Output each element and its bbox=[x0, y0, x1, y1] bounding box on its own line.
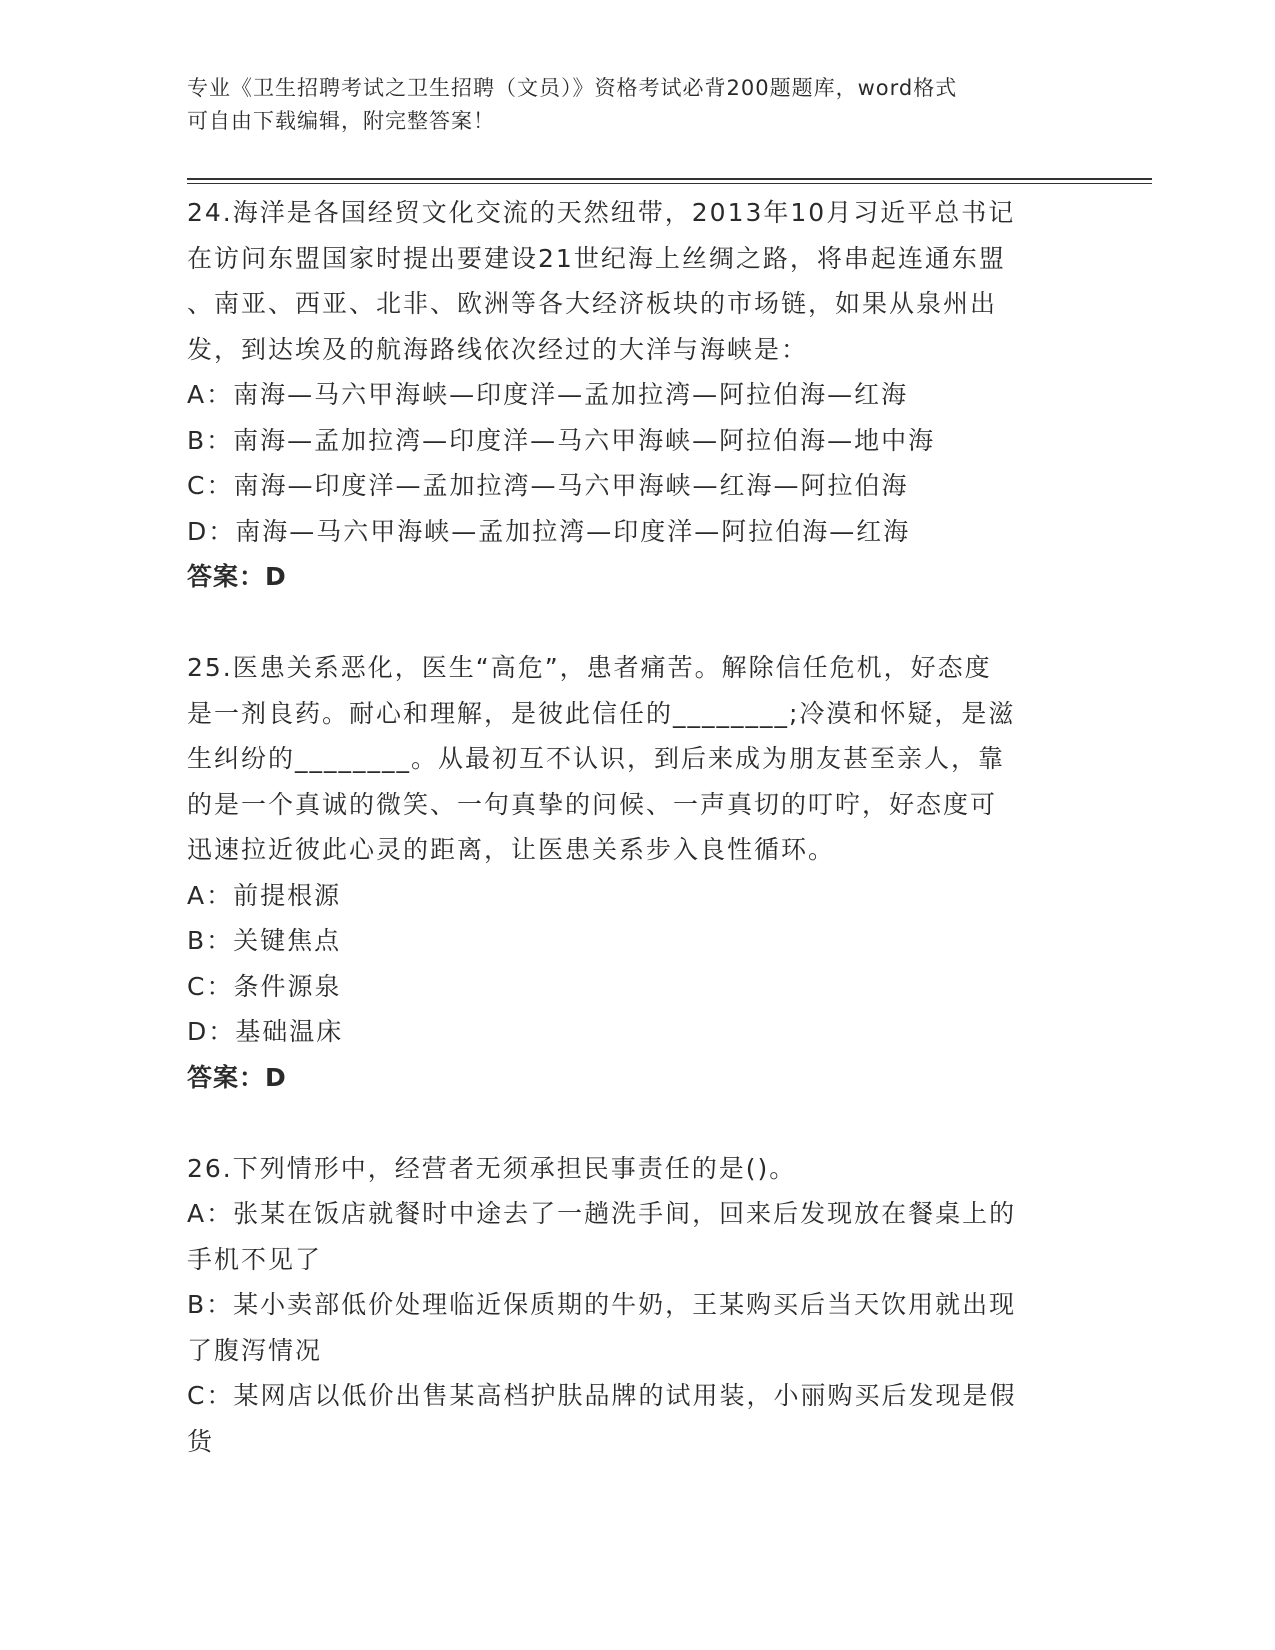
option-c: C：条件源泉 bbox=[187, 971, 342, 1001]
spacer bbox=[187, 1100, 1077, 1146]
option-b: B：某小卖部低价处理临近保质期的牛奶，王某购买后当天饮用就出现 bbox=[187, 1290, 1017, 1319]
option-c: C：南海—印度洋—孟加拉湾—马六甲海峡—红海—阿拉伯海 bbox=[187, 471, 909, 500]
question-stem-line: 24.海洋是各国经贸文化交流的天然纽带，2013年10月习近平总书记 bbox=[187, 198, 1016, 227]
question-stem-line: 25.医患关系恶化，医生“高危”，患者痛苦。解除信任危机，好态度 bbox=[187, 653, 992, 682]
question-stem-line: 迅速拉近彼此心灵的距离，让医患关系步入良性循环。 bbox=[187, 835, 836, 864]
option-c: C：某网店以低价出售某高档护肤品牌的试用装，小丽购买后发现是假 bbox=[187, 1381, 1017, 1410]
option-b-continued: 了腹泻情况 bbox=[187, 1335, 323, 1365]
option-a: A：张某在饭店就餐时中途去了一趟洗手间，回来后发现放在餐桌上的 bbox=[187, 1199, 1017, 1228]
answer: 答案：D bbox=[187, 1062, 287, 1092]
question-stem-line: 26.下列情形中，经营者无须承担民事责任的是()。 bbox=[187, 1153, 797, 1183]
question-25 bbox=[187, 645, 1077, 1100]
option-a: A：前提根源 bbox=[187, 880, 342, 910]
header-line: 专业《卫生招聘考试之卫生招聘（文员）》资格考试必背200题题库，word格式 bbox=[187, 76, 958, 100]
option-d: D：南海—马六甲海峡—孟加拉湾—印度洋—阿拉伯海—红海 bbox=[187, 516, 911, 546]
answer: 答案：D bbox=[187, 562, 287, 591]
option-b: B：关键焦点 bbox=[187, 926, 342, 955]
question-stem-line: 生纠纷的________。从最初互不认识，到后来成为朋友甚至亲人，靠 bbox=[187, 744, 1006, 773]
option-b: B：南海—孟加拉湾—印度洋—马六甲海峡—阿拉伯海—地中海 bbox=[187, 425, 936, 455]
option-d: D：基础温床 bbox=[187, 1017, 344, 1046]
question-list bbox=[187, 190, 1077, 1464]
question-stem-line: 在访问东盟国家时提出要建设21世纪海上丝绸之路，将串起连通东盟 bbox=[187, 243, 1006, 273]
question-26 bbox=[187, 1146, 1077, 1465]
question-stem-line: 发，到达埃及的航海路线依次经过的大洋与海峡是： bbox=[187, 334, 809, 364]
header-rule-thick bbox=[187, 178, 1152, 180]
question-stem-line: 是一剂良药。耐心和理解，是彼此信任的________;冷漠和怀疑，是滋 bbox=[187, 698, 1016, 728]
option-a-continued: 手机不见了 bbox=[187, 1244, 323, 1274]
question-stem-line: 的是一个真诚的微笑、一句真挚的问候、一声真切的叮咛，好态度可 bbox=[187, 789, 998, 819]
document-header bbox=[187, 72, 1067, 138]
question-stem-line: 、南亚、西亚、北非、欧洲等各大经济板块的市场链，如果从泉州出 bbox=[187, 289, 998, 318]
header-rule-thin bbox=[187, 183, 1152, 184]
option-a: A：南海—马六甲海峡—印度洋—孟加拉湾—阿拉伯海—红海 bbox=[187, 380, 909, 409]
header-line: 可自由下载编辑，附完整答案！ bbox=[187, 109, 495, 133]
question-24 bbox=[187, 190, 1077, 600]
option-c-continued: 货 bbox=[187, 1426, 215, 1456]
spacer bbox=[187, 600, 1077, 646]
